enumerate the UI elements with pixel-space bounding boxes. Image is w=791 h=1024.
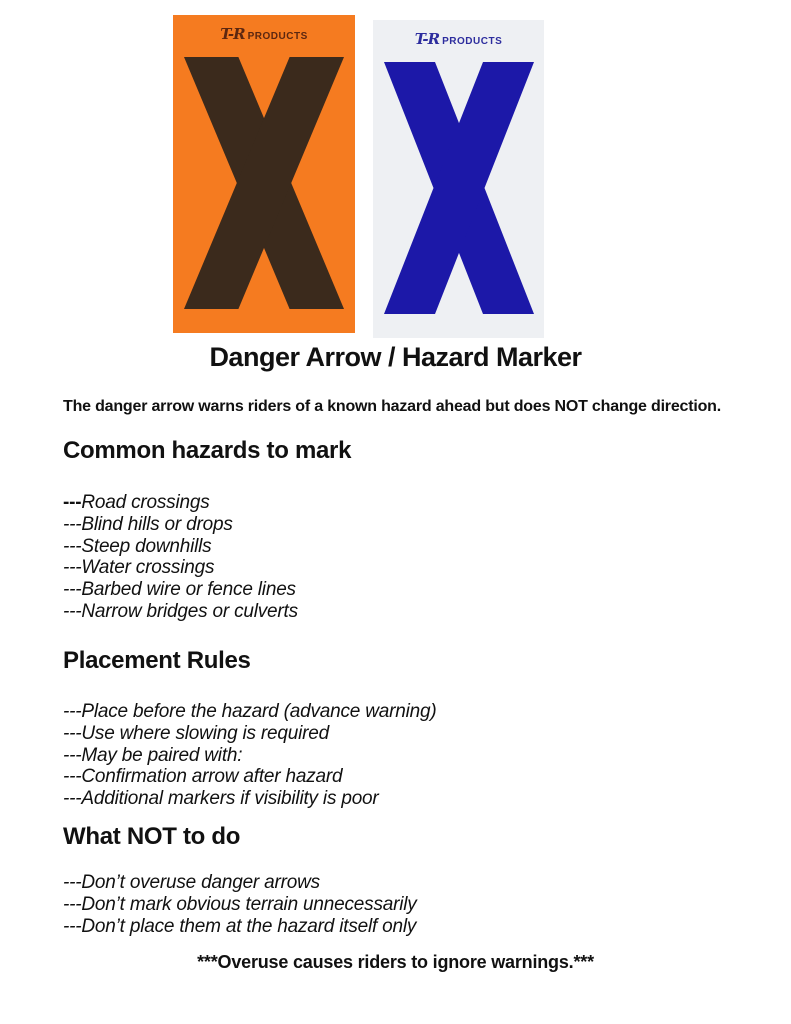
- item-text: Place before the hazard (advance warning): [81, 701, 437, 722]
- item-dashes: ---: [63, 872, 82, 893]
- list-item: [63, 916, 417, 938]
- item-dashes: ---: [63, 535, 82, 557]
- list-item: [63, 514, 298, 536]
- list-item: [63, 745, 437, 767]
- list-item: [63, 579, 298, 601]
- item-dashes: ---: [63, 893, 82, 915]
- item-text: Blind hills or drops: [81, 513, 233, 535]
- item-dashes: ---: [63, 600, 82, 622]
- item-text: Don’t overuse danger arrows: [81, 872, 320, 893]
- list-item: [63, 872, 417, 894]
- intro-paragraph: The danger arrow warns riders of a known hazard ahead but does NOT change direction.: [63, 398, 721, 415]
- footer-warning: ***Overuse causes riders to ignore warnings.***: [197, 952, 594, 972]
- item-text: Use where slowing is required: [81, 722, 330, 744]
- item-text: Narrow bridges or culverts: [81, 600, 298, 622]
- item-dashes: ---: [63, 557, 82, 579]
- section-heading-what-not-to-do: What NOT to do: [63, 823, 241, 850]
- list-item: [63, 536, 298, 558]
- item-text: Water crossings: [81, 557, 215, 579]
- page-title: Danger Arrow / Hazard Marker: [209, 342, 582, 372]
- item-dashes: ---: [63, 744, 82, 766]
- list-item: [63, 894, 417, 916]
- list-item: [63, 701, 437, 723]
- item-text: Don’t place them at the hazard itself only: [81, 915, 417, 937]
- x-letter-graphic: [184, 57, 344, 309]
- section-heading-common-hazards: Common hazards to mark: [63, 437, 352, 464]
- item-dashes: ---: [63, 915, 82, 937]
- list-item: [63, 492, 298, 514]
- section-heading-placement-rules: Placement Rules: [63, 647, 251, 674]
- hazard-marker-blue-card: [373, 20, 544, 338]
- list-item: [63, 557, 298, 579]
- item-dashes: ---: [63, 579, 82, 601]
- item-dashes: ---: [63, 701, 82, 722]
- list-item: [63, 788, 437, 810]
- common-hazards-list: [63, 492, 298, 623]
- item-text: Steep downhills: [81, 535, 212, 557]
- x-letter-graphic: [384, 62, 534, 314]
- item-text: Road crossings: [81, 492, 210, 513]
- what-not-to-do-list: [63, 872, 417, 937]
- tr-products-logo: [415, 32, 503, 48]
- logo-script-text: T-R: [414, 30, 440, 48]
- hazard-marker-orange-card: [173, 15, 355, 333]
- tr-products-logo: [220, 27, 308, 43]
- item-dashes: ---: [63, 788, 82, 810]
- logo-word-text: PRODUCTS: [442, 36, 503, 47]
- list-item: [63, 766, 437, 788]
- item-text: Barbed wire or fence lines: [81, 579, 296, 601]
- item-dashes: ---: [63, 722, 82, 744]
- item-text: Confirmation arrow after hazard: [81, 766, 343, 788]
- item-text: Additional markers if visibility is poor: [81, 788, 379, 810]
- logo-word-text: PRODUCTS: [247, 31, 308, 42]
- logo-script-text: T-R: [220, 25, 245, 43]
- item-dashes: ---: [63, 492, 82, 513]
- list-item: [63, 723, 437, 745]
- item-text: Don’t mark obvious terrain unnecessarily: [81, 893, 417, 915]
- list-item: [63, 601, 298, 623]
- item-dashes: ---: [63, 513, 82, 535]
- item-text: May be paired with:: [81, 744, 243, 766]
- placement-rules-list: [63, 701, 437, 810]
- item-dashes: ---: [63, 766, 82, 788]
